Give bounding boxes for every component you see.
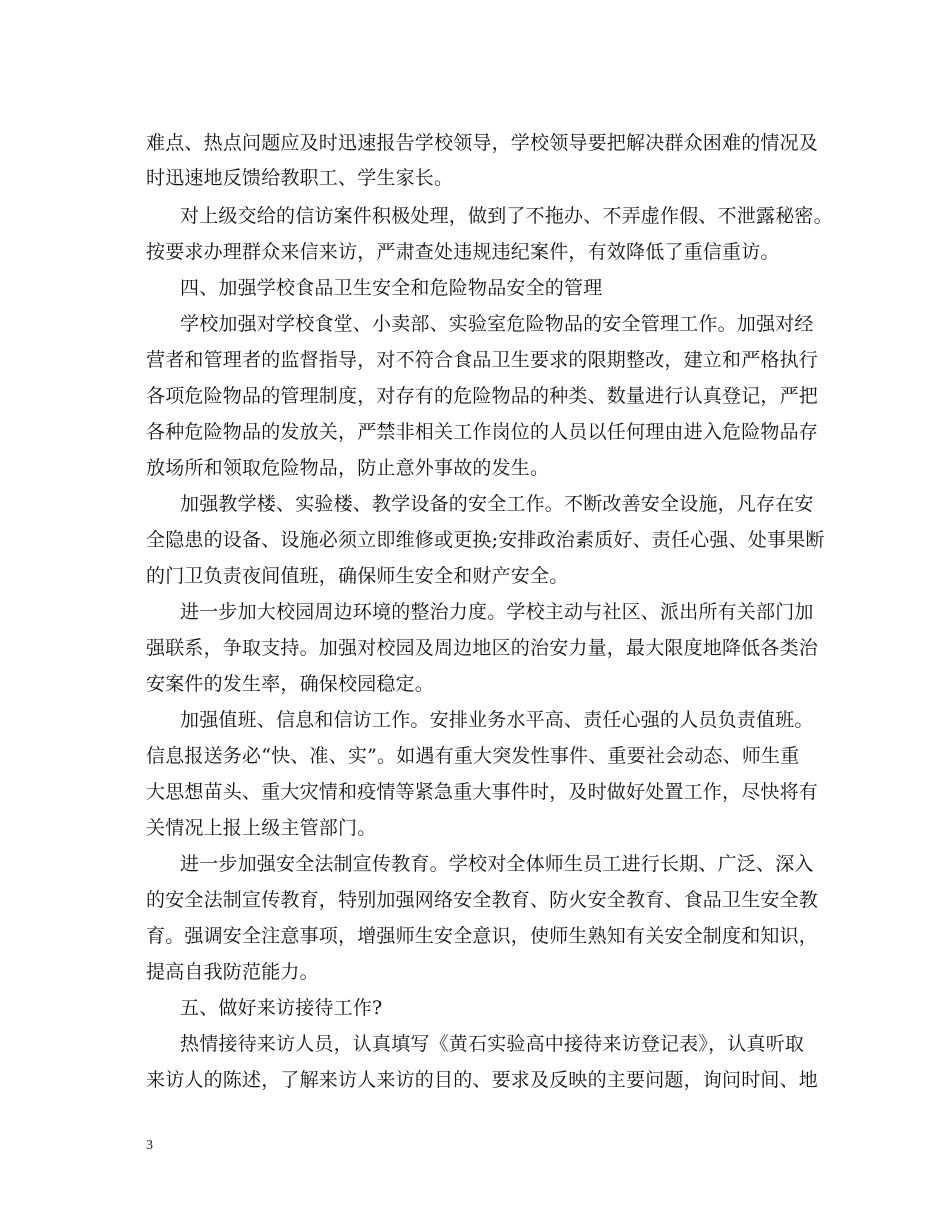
section-heading: 四、加强学校食品卫生安全和危险物品安全的管理 (180, 277, 603, 299)
text-line: 营者和管理者的监督指导，对不符合食品卫生要求的限期整改，建立和严格执行 (146, 349, 819, 371)
page-number: 3 (146, 1138, 153, 1153)
text-line: 信息报送务必“快、准、实”。如遇有重大突发性事件、重要社会动态、师生重 (146, 745, 800, 767)
text-line: 按要求办理群众来信来访，严肃查处违规违纪案件，有效降低了重信重访。 (146, 241, 780, 263)
text-line: 强联系，争取支持。加强对校园及周边地区的治安力量，最大限度地降低各类治 (146, 637, 819, 659)
text-line: 各项危险物品的管理制度，对存有的危险物品的种类、数量进行认真登记，严把 (146, 385, 819, 407)
text-line: 的安全法制宣传教育，特别加强网络安全教育、防火安全教育、食品卫生安全教 (146, 889, 819, 911)
paragraph-first-line: 加强教学楼、实验楼、教学设备的安全工作。不断改善安全设施，凡存在安 (180, 493, 814, 515)
text-line: 时迅速地反馈给教职工、学生家长。 (146, 167, 454, 189)
paragraph-first-line: 进一步加强安全法制宣传教育。学校对全体师生员工进行长期、广泛、深入 (180, 853, 814, 875)
text-line: 放场所和领取危险物品，防止意外事故的发生。 (146, 457, 550, 479)
text-line: 的门卫负责夜间值班，确保师生安全和财产安全。 (146, 565, 569, 587)
text-line: 关情况上报上级主管部门。 (146, 817, 377, 839)
paragraph-first-line: 热情接待来访人员，认真填写《黄石实验高中接待来访登记表》，认真听取 (180, 1033, 805, 1055)
text-line: 全隐患的设备、设施必须立即维修或更换;安排政治素质好、责任心强、处事果断 (146, 529, 825, 551)
text-line: 大思想苗头、重大灾情和疫情等紧急重大事件时，及时做好处置工作，尽快将有 (146, 781, 819, 803)
text-line: 难点、热点问题应及时迅速报告学校领导，学校领导要把解决群众困难的情况及 (146, 132, 819, 154)
text-line: 各种危险物品的发放关，严禁非相关工作岗位的人员以任何理由进入危险物品存 (146, 421, 819, 443)
paragraph-first-line: 对上级交给的信访案件积极处理，做到了不拖办、不弄虚作假、不泄露秘密。 (180, 205, 833, 227)
paragraph-first-line: 加强值班、信息和信访工作。安排业务水平高、责任心强的人员负责值班。 (180, 709, 814, 731)
text-line: 安案件的发生率，确保校园稳定。 (146, 673, 435, 695)
text-line: 提高自我防范能力。 (146, 961, 319, 983)
text-line: 育。强调安全注意事项，增强师生安全意识，使师生熟知有关安全制度和知识， (146, 925, 819, 947)
text-line: 来访人的陈述，了解来访人来访的目的、要求及反映的主要问题，询问时间、地 (146, 1069, 819, 1091)
section-heading: 五、做好来访接待工作? (180, 997, 383, 1019)
paragraph-first-line: 学校加强对学校食堂、小卖部、实验室危险物品的安全管理工作。加强对经 (180, 313, 814, 335)
paragraph-first-line: 进一步加大校园周边环境的整治力度。学校主动与社区、派出所有关部门加 (180, 601, 814, 623)
